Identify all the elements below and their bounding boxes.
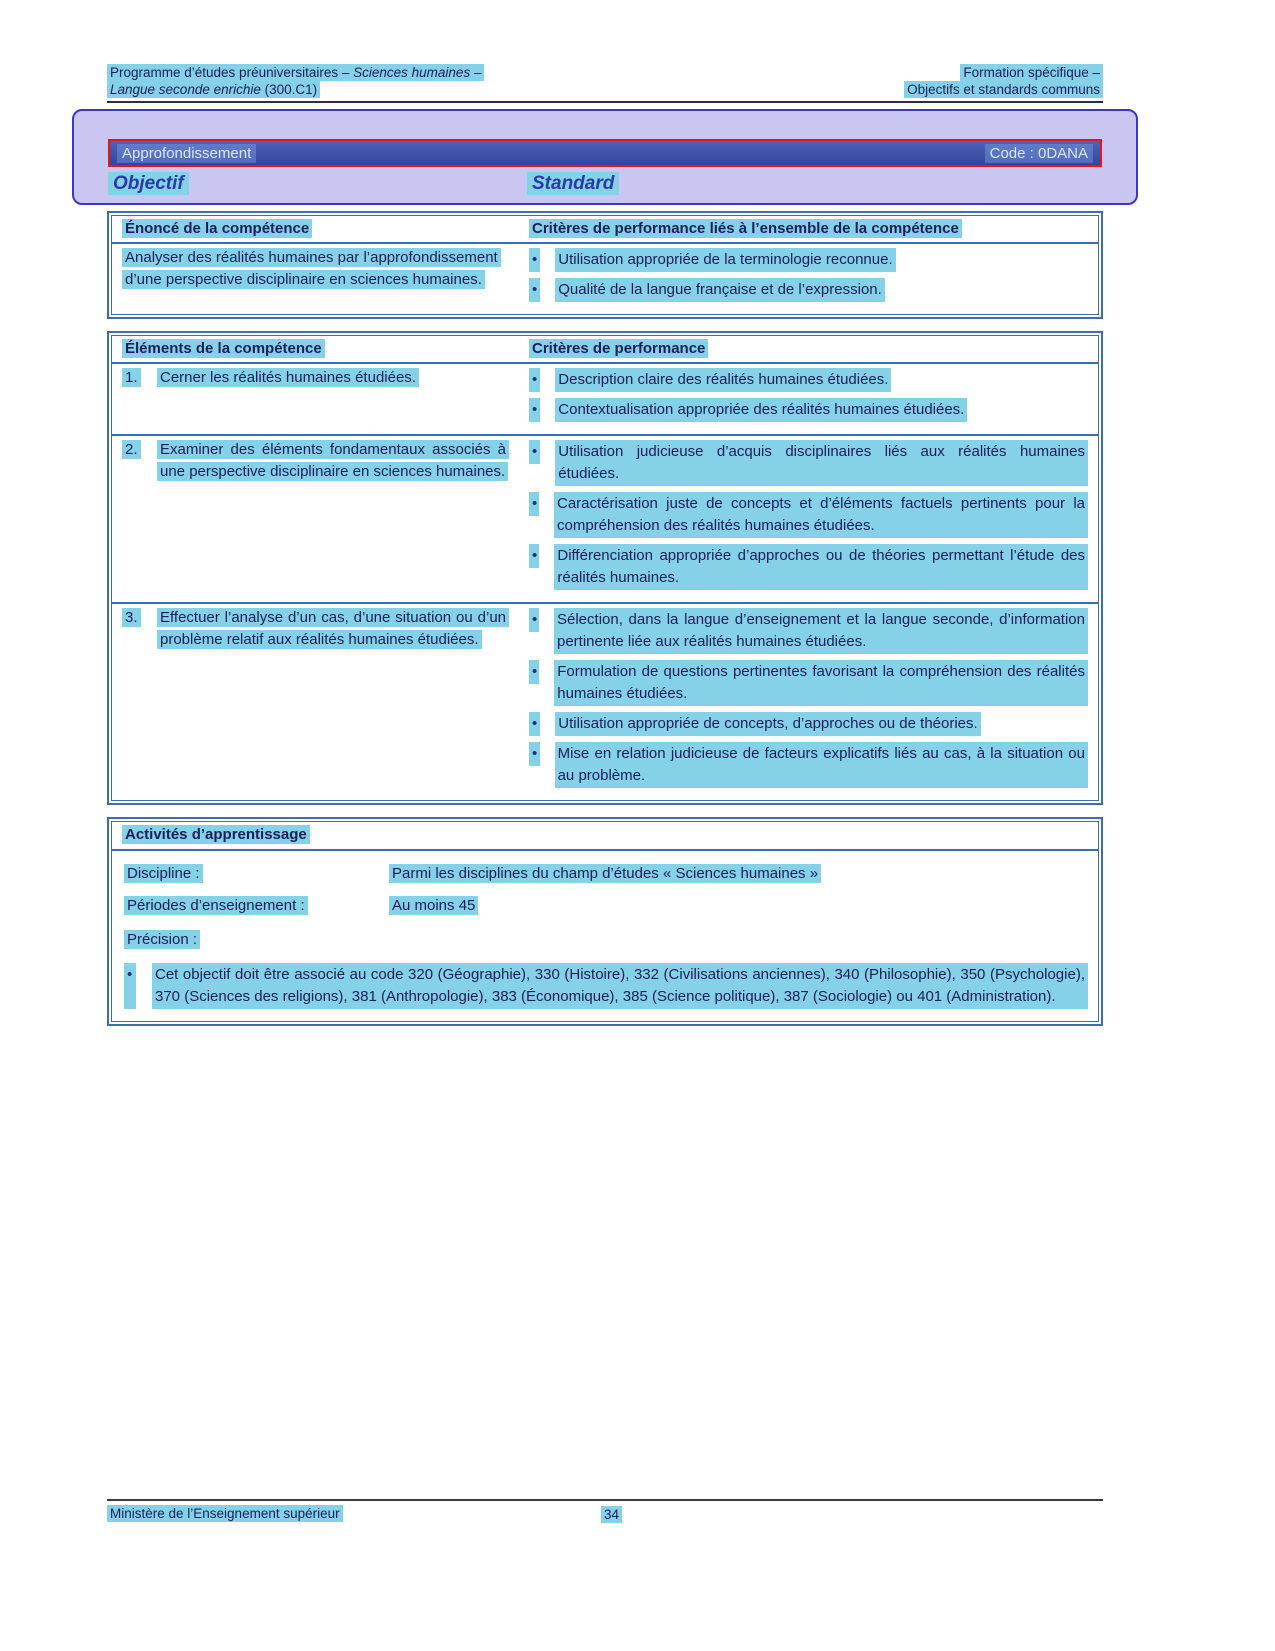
bullet-icon: •	[124, 963, 136, 1009]
precision-label-wrap	[124, 929, 1088, 951]
program-title-italic: Sciences humaines –	[353, 65, 482, 80]
criterion-text: Formulation de questions pertinentes favorisant la compréhension des réalités humaines étudiées.	[554, 660, 1088, 706]
element-item	[122, 367, 509, 389]
element-item	[122, 439, 509, 483]
criterion-text: Mise en relation judicieuse de facteurs explicatifs liés au cas, à la situation ou au problème.	[555, 742, 1088, 788]
periods-row	[124, 895, 1088, 917]
banner-title-bar	[108, 139, 1102, 167]
criterion-item	[529, 712, 1088, 736]
periods-label-wrap	[124, 895, 308, 917]
criterion-text: Sélection, dans la langue d’enseignement et la langue seconde, d’information pertinente liée aux réalités humaines étudiées.	[554, 608, 1088, 654]
criterion-text: Utilisation appropriée de la terminologie reconnue.	[555, 248, 895, 272]
footer-rule	[107, 1499, 1103, 1501]
element-row-2	[112, 434, 1098, 602]
criterion-item	[529, 608, 1088, 654]
discipline-value: Parmi les disciplines du champ d’études « Sciences humaines »	[389, 864, 821, 883]
element-number: 1.	[122, 368, 141, 387]
course-code-text: (300.C1)	[260, 82, 318, 97]
periods-value-wrap	[389, 895, 478, 917]
activities-header-row	[112, 822, 1098, 851]
page-number: 34	[601, 1506, 622, 1523]
objectif-col	[108, 173, 527, 195]
element-text: Cerner les réalités humaines étudiées.	[157, 368, 419, 387]
discipline-label-wrap	[124, 863, 203, 885]
header-right-line1	[904, 64, 1103, 81]
criterion-item	[529, 368, 1088, 392]
discipline-label: Discipline :	[124, 864, 203, 883]
criteria-cell	[519, 436, 1098, 602]
enonce-header-right-cell	[519, 216, 1098, 242]
competence-statement: Analyser des réalités humaines par l’approfondissement d’une perspective disciplinaire en sciences humaines.	[122, 248, 501, 289]
bullet-icon: •	[529, 660, 539, 684]
criterion-item	[529, 492, 1088, 538]
precision-bullet-item	[124, 963, 1088, 1009]
bullet-icon: •	[529, 608, 539, 632]
element-row-1	[112, 362, 1098, 434]
enonce-content-row	[112, 242, 1098, 314]
banner-code: Code : 0DANA	[985, 144, 1093, 163]
element-text: Examiner des éléments fondamentaux associés à une perspective disciplinaire en sciences humaines.	[157, 440, 509, 481]
header-left-line1	[107, 64, 484, 81]
course-name-italic: Langue seconde enrichie	[110, 82, 261, 97]
bullet-icon: •	[529, 440, 540, 464]
criterion-item	[529, 398, 1088, 422]
activities-table-inner	[111, 821, 1099, 1022]
objectifs-standards-text: Objectifs et standards communs	[904, 81, 1103, 98]
precision-text: Cet objectif doit être associé au code 320 (Géographie), 330 (Histoire), 332 (Civilisations anciennes), 340 (Philosophie), 350 (Psychologie), 370 (Sciences des religions), 381 (Anthropologie), 383 (Économique), 385 (Science politique), 387 (Sociologie) ou 401 (Administration).	[152, 963, 1088, 1009]
elements-header-row	[112, 336, 1098, 362]
precision-label: Précision :	[124, 930, 200, 949]
bullet-icon: •	[529, 398, 540, 422]
criterion-text: Qualité de la langue française et de l’expression.	[555, 278, 885, 302]
criterion-item	[529, 248, 1088, 272]
criterion-item	[529, 742, 1088, 788]
enonce-header-right: Critères de performance liés à l’ensemble de la compétence	[529, 219, 962, 238]
criterion-text: Utilisation judicieuse d’acquis disciplinaires liés aux réalités humaines étudiées.	[555, 440, 1088, 486]
criterion-item	[529, 660, 1088, 706]
enonce-table	[107, 211, 1103, 319]
elements-header-left: Éléments de la compétence	[122, 339, 325, 358]
enonce-header-row	[112, 216, 1098, 242]
precision-row	[124, 929, 1088, 951]
criterion-item	[529, 278, 1088, 302]
elements-header-left-cell	[112, 336, 519, 362]
standard-col	[527, 173, 1102, 195]
bullet-icon: •	[529, 712, 540, 736]
objectif-standard-row	[108, 173, 1102, 195]
element-cell	[112, 436, 519, 602]
header-left-line2-highlight	[107, 81, 320, 98]
element-number: 2.	[122, 440, 141, 459]
element-text-wrap	[157, 439, 509, 483]
enonce-criteria-cell	[519, 244, 1098, 314]
objectif-heading: Objectif	[108, 172, 189, 195]
header-right	[904, 64, 1103, 98]
header-left-line2	[107, 81, 484, 98]
formation-text: Formation spécifique –	[960, 64, 1103, 81]
page-content	[107, 64, 1103, 1026]
bullet-icon: •	[529, 368, 540, 392]
element-number: 3.	[122, 608, 141, 627]
periods-label: Périodes d’enseignement :	[124, 896, 308, 915]
enonce-header-left: Énoncé de la compétence	[122, 219, 312, 238]
criterion-text: Différenciation appropriée d’approches ou de théories permettant l’étude des réalités humaines.	[554, 544, 1088, 590]
objective-banner	[72, 109, 1138, 205]
criterion-text: Caractérisation juste de concepts et d’éléments factuels pertinents pour la compréhension des réalités humaines étudiées.	[554, 492, 1088, 538]
bullet-icon: •	[529, 742, 540, 766]
page-header	[107, 64, 1103, 98]
header-right-line2	[904, 81, 1103, 98]
header-left	[107, 64, 484, 98]
footer-text: Ministère de l’Enseignement supérieur	[107, 1505, 343, 1522]
bullet-icon: •	[529, 544, 539, 568]
criteria-cell	[519, 364, 1098, 434]
bullet-icon: •	[529, 248, 540, 272]
program-title-text: Programme d’études préuniversitaires –	[110, 65, 354, 80]
activities-header: Activités d’apprentissage	[122, 825, 310, 844]
header-left-line1-highlight	[107, 64, 484, 81]
discipline-row	[124, 863, 1088, 885]
enonce-header-left-cell	[112, 216, 519, 242]
element-text: Effectuer l’analyse d’un cas, d’une situation ou d’un problème relatif aux réalités humaines étudiées.	[157, 608, 509, 649]
bullet-icon: •	[529, 492, 539, 516]
element-cell	[112, 364, 519, 434]
header-rule	[107, 101, 1103, 103]
page-footer	[107, 1499, 1103, 1521]
footer-row	[107, 1506, 1103, 1521]
discipline-value-wrap	[389, 863, 821, 885]
activities-table	[107, 817, 1103, 1026]
element-number-wrap	[122, 607, 144, 651]
element-row-3	[112, 602, 1098, 800]
criterion-item	[529, 544, 1088, 590]
criterion-text: Utilisation appropriée de concepts, d’approches ou de théories.	[555, 712, 980, 736]
elements-header-right-cell	[519, 336, 1098, 362]
standard-heading: Standard	[527, 172, 619, 195]
bullet-icon: •	[529, 278, 540, 302]
elements-header-right: Critères de performance	[529, 339, 708, 358]
enonce-table-inner	[111, 215, 1099, 315]
criterion-item	[529, 440, 1088, 486]
element-cell	[112, 604, 519, 800]
criteria-cell	[519, 604, 1098, 800]
element-number-wrap	[122, 367, 144, 389]
element-text-wrap	[157, 367, 509, 389]
criterion-text: Description claire des réalités humaines étudiées.	[555, 368, 891, 392]
criterion-text: Contextualisation appropriée des réalités humaines étudiées.	[555, 398, 967, 422]
competence-statement-cell	[112, 244, 519, 314]
periods-value: Au moins 45	[389, 896, 478, 915]
elements-table-inner	[111, 335, 1099, 801]
elements-table	[107, 331, 1103, 805]
activities-body	[112, 851, 1098, 1021]
element-item	[122, 607, 509, 651]
element-number-wrap	[122, 439, 144, 483]
element-text-wrap	[157, 607, 509, 651]
banner-title: Approfondissement	[117, 144, 256, 163]
